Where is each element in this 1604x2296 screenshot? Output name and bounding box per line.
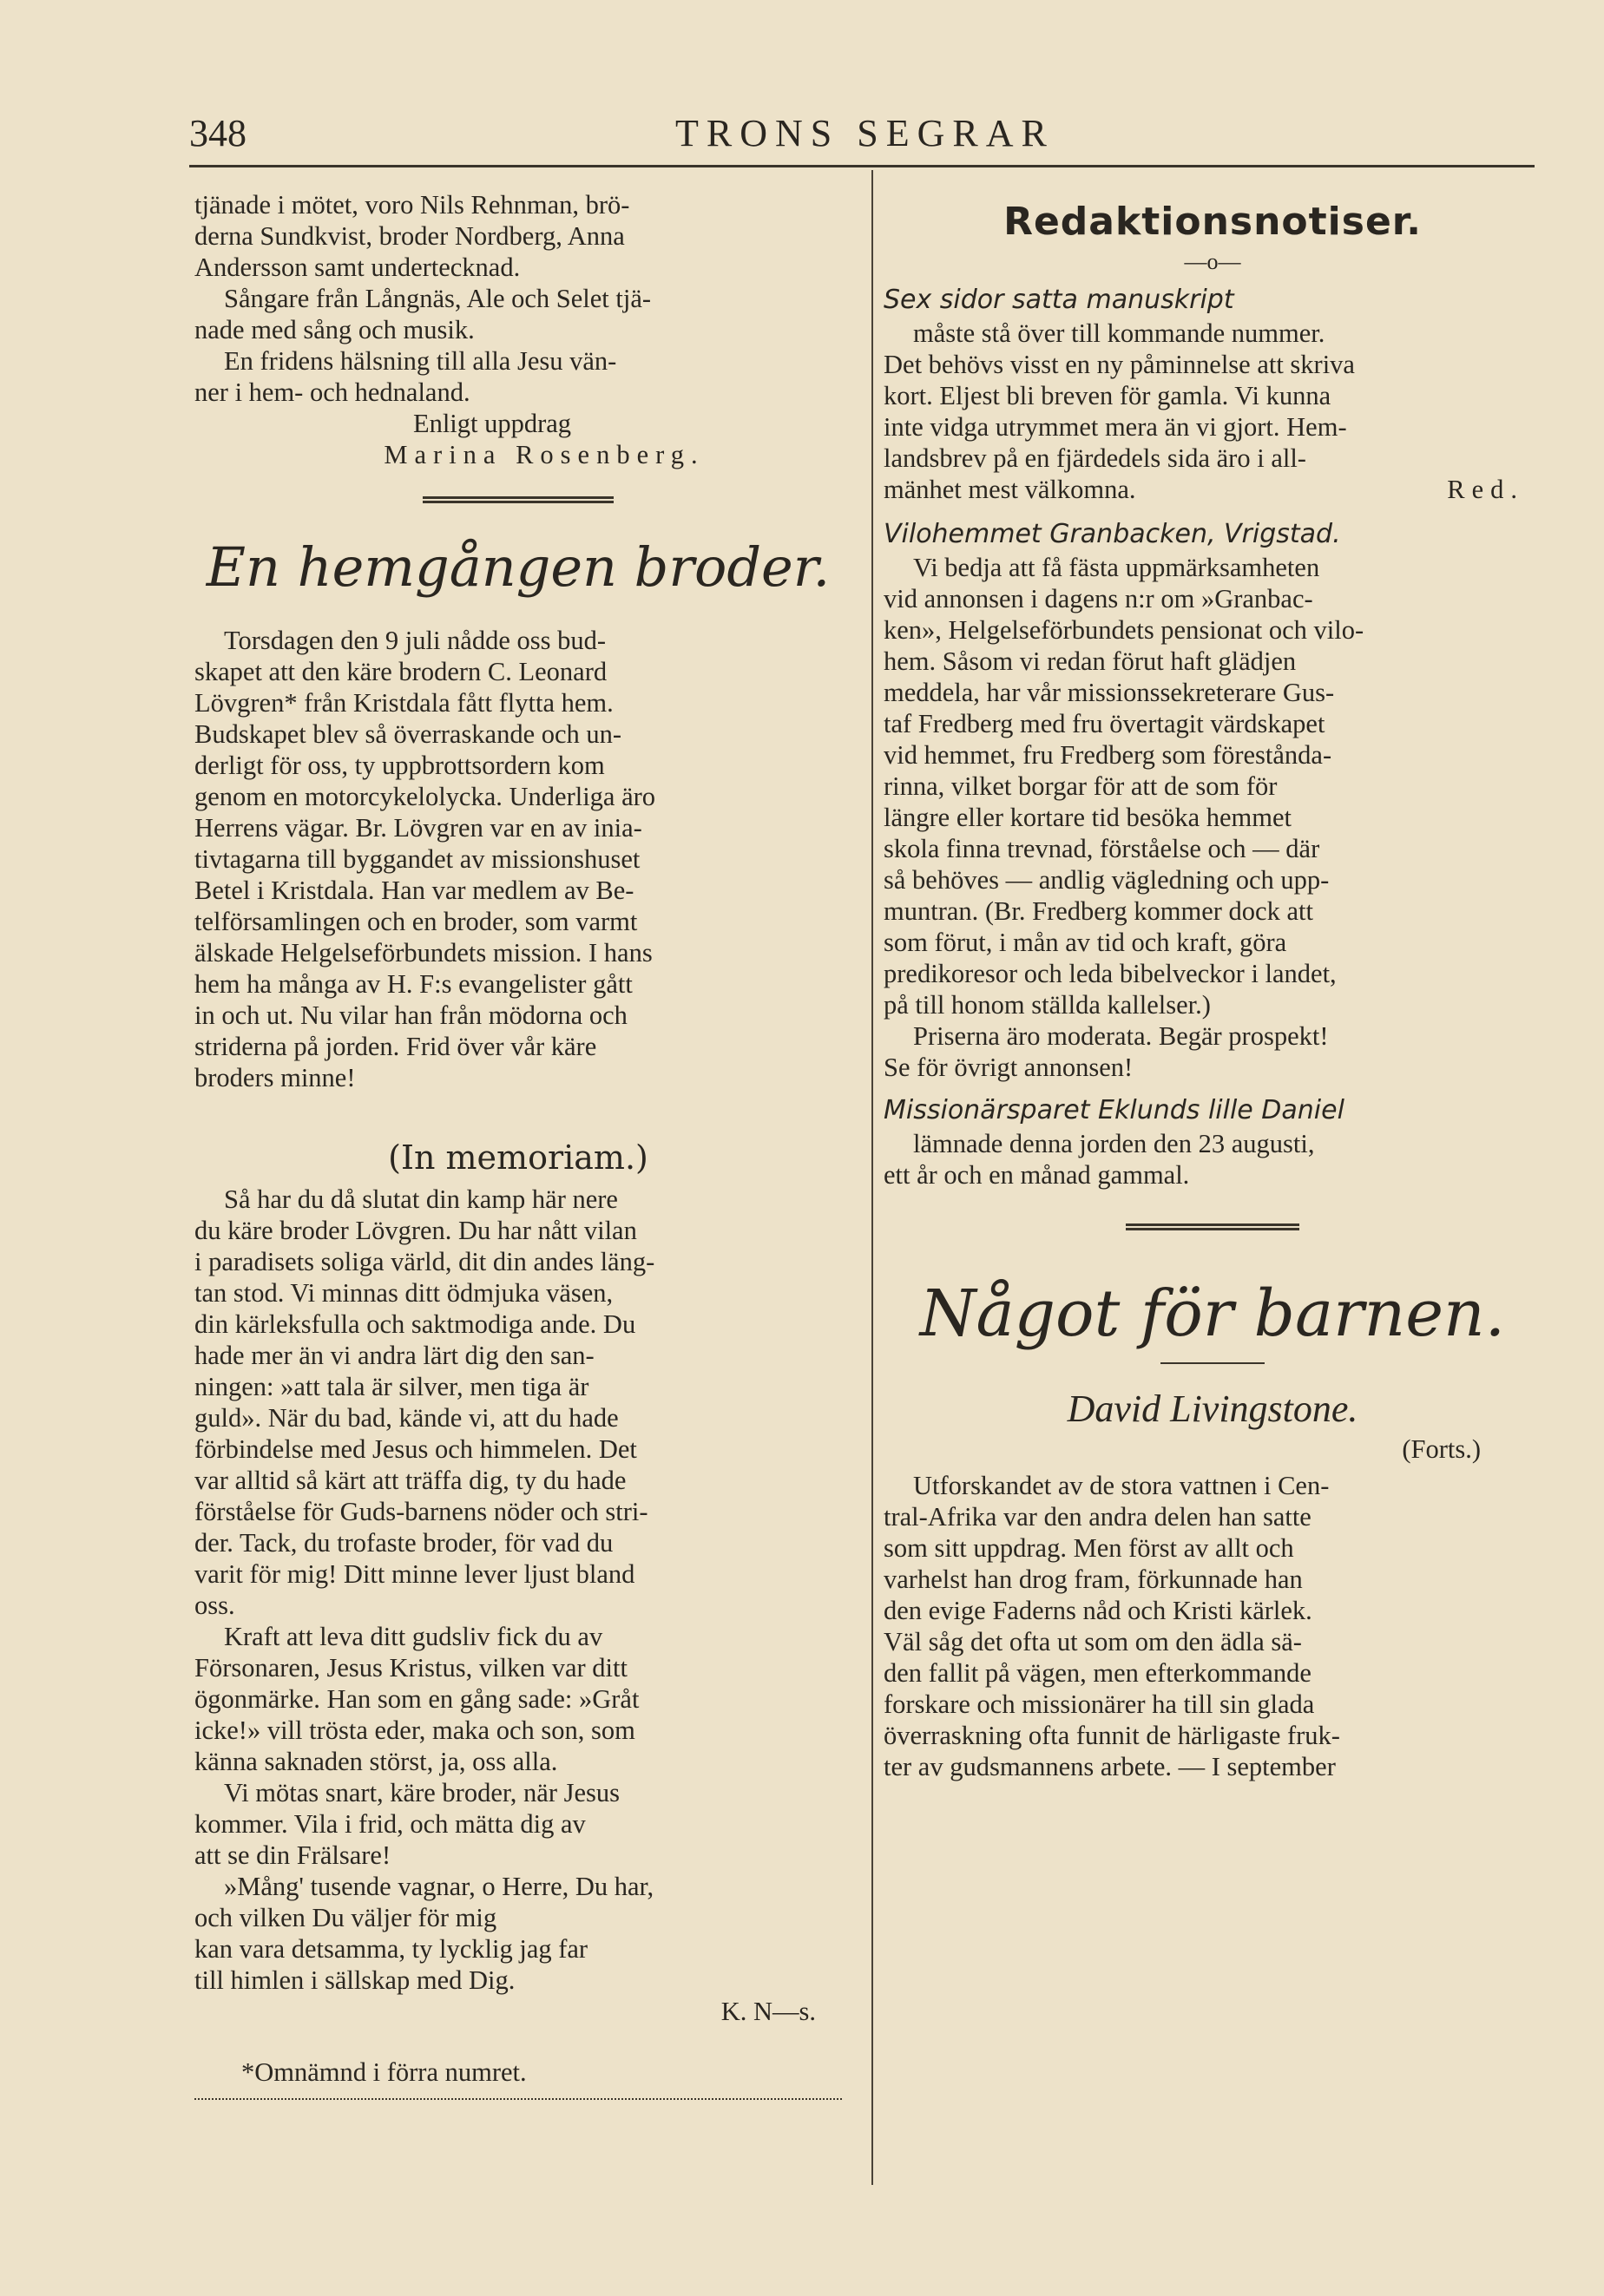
memoriam-line: Vi mötas snart, käre broder, när Jesus: [224, 1778, 621, 1807]
poem-line: kan vara detsamma, ty lycklig jag far: [194, 1934, 588, 1964]
section-title-redaktionsnotiser: Redaktionsnotiser.: [1003, 200, 1422, 244]
editor-signature: Red.: [1447, 475, 1524, 504]
article-line: Torsdagen den 9 juli nådde oss bud-: [224, 626, 607, 655]
memoriam-signature: K. N—s.: [720, 1997, 816, 2026]
notice-heading: Sex sidor satta manuskript: [884, 285, 1234, 315]
notice-line: längre eller kortare tid besöka hemmet: [884, 803, 1292, 832]
column-divider: [871, 170, 873, 2185]
story-title: David Livingstone.: [1067, 1387, 1358, 1430]
notice-line: ken», Helgelseförbundets pensionat och vilo-: [884, 615, 1364, 645]
article-line: hem ha många av H. F:s evangelister gått: [194, 969, 633, 999]
notice-line: Se för övrigt annonsen!: [884, 1053, 1134, 1082]
article-line: striderna på jorden. Frid över vår käre: [194, 1032, 597, 1061]
notice-last-line: [884, 474, 1542, 505]
notice-line: så behöves — andlig vägledning och upp-: [884, 865, 1330, 895]
memoriam-line: förståelse för Guds-barnens nöder och stri-: [194, 1497, 648, 1526]
commission-line: Enligt uppdrag: [412, 409, 572, 438]
memoriam-line: tan stod. Vi minnas ditt ödmjuka väsen,: [194, 1278, 614, 1308]
memoriam-line: Så har du då slutat din kamp här nere: [224, 1184, 618, 1214]
story-line: överraskning ofta funnit de härligaste fruk-: [884, 1721, 1340, 1750]
article-line: Budskapet blev så överraskande och un-: [194, 719, 622, 749]
story-line: den fallit på vägen, men efterkommande: [884, 1658, 1311, 1688]
notice-line: lämnade denna jorden den 23 augusti,: [913, 1129, 1315, 1158]
left-column: [194, 189, 842, 2100]
intro-line: derna Sundkvist, broder Nordberg, Anna: [194, 221, 625, 251]
memoriam-line: icke!» vill trösta eder, maka och son, som: [194, 1715, 635, 1745]
memoriam-line: att se din Frälsare!: [194, 1840, 391, 1870]
memoriam-line: ögonmärke. Han som en gång sade: »Gråt: [194, 1684, 640, 1714]
signature-rosenberg: Marina Rosenberg.: [384, 440, 705, 469]
notice-line: landsbrev på en fjärdedels sida äro i all-: [884, 443, 1306, 473]
article-line: Betel i Kristdala. Han var medlem av Be-: [194, 876, 634, 905]
intro-line: Andersson samt undertecknad.: [194, 253, 521, 282]
ornament: —o—: [1184, 249, 1241, 274]
notice-heading: Missionärsparet Eklunds lille Daniel: [884, 1095, 1344, 1125]
memoriam-line: förbindelse med Jesus och himmelen. Det: [194, 1434, 637, 1464]
memoriam-line: i paradisets soliga värld, dit din andes läng-: [194, 1247, 655, 1276]
story-line: varhelst han drog fram, förkunnade han: [884, 1565, 1303, 1594]
running-title: TRONS SEGRAR: [675, 112, 1055, 154]
memoriam-line: varit för mig! Ditt minne lever ljust bland: [194, 1559, 635, 1589]
notice-line: taf Fredberg med fru övertagit värdskapet: [884, 709, 1325, 738]
notice-line: kort. Eljest bli breven för gamla. Vi kunna: [884, 381, 1331, 410]
notice-line: som förut, i mån av tid och kraft, göra: [884, 928, 1287, 957]
notice-line: vid hemmet, fru Fredberg som förestånda-: [884, 740, 1332, 770]
footnote: *Omnämnd i förra numret.: [241, 2057, 527, 2087]
footnote-rule: [194, 2098, 842, 2100]
article-line: Lövgren* från Kristdala fått flytta hem.: [194, 688, 614, 718]
memoriam-title: (In memoriam.): [388, 1138, 648, 1177]
story-continued: (Forts.): [1402, 1434, 1481, 1464]
memoriam-line: Försonaren, Jesus Kristus, vilken var ditt: [194, 1653, 628, 1683]
notice-line: rinna, vilket borgar för att de som för: [884, 771, 1278, 801]
memoriam-line: var alltid så kärt att träffa dig, ty du hade: [194, 1466, 627, 1495]
notice-line: mänhet mest välkomna.: [884, 475, 1136, 504]
story-line: tral-Afrika var den andra delen han satte: [884, 1502, 1311, 1532]
intro-line: nade med sång och musik.: [194, 315, 475, 344]
article-line: in och ut. Nu vilar han från mödorna och: [194, 1000, 628, 1030]
children-section-title: Något för barnen.: [919, 1276, 1506, 1351]
poem-line: till himlen i sällskap med Dig.: [194, 1965, 516, 1995]
right-column: [884, 189, 1542, 1782]
article-line: Herrens vägar. Br. Lövgren var en av inia-: [194, 813, 642, 843]
story-line: som sitt uppdrag. Men först av allt och: [884, 1533, 1294, 1563]
memoriam-line: hade mer än vi andra lärt dig den san-: [194, 1341, 595, 1370]
notice-line: Det behövs visst en ny påminnelse att skriva: [884, 350, 1355, 379]
article-line: skapet att den käre brodern C. Leonard: [194, 657, 608, 686]
page-header: [189, 111, 1526, 168]
notice-line: muntran. (Br. Fredberg kommer dock att: [884, 896, 1313, 926]
notice-line: skola finna trevnad, förståelse och — där: [884, 834, 1320, 863]
page-number: 348: [189, 112, 247, 154]
article-line: broders minne!: [194, 1063, 356, 1092]
notice-line: Vi bedja att få fästa uppmärksamheten: [913, 553, 1320, 582]
section-rule: [423, 496, 614, 503]
intro-line: Sångare från Långnäs, Ale och Selet tjä-: [224, 284, 652, 313]
memoriam-line: Kraft att leva ditt gudsliv fick du av: [224, 1622, 603, 1651]
notice-line: måste stå över till kommande nummer.: [913, 318, 1325, 348]
memoriam-line: kommer. Vila i frid, och mätta dig av: [194, 1809, 586, 1839]
article-line: derligt för oss, ty uppbrottsordern kom: [194, 751, 605, 780]
intro-line: tjänade i mötet, voro Nils Rehnman, brö-: [194, 190, 630, 220]
article-line: tivtagarna till byggandet av missionshuset: [194, 844, 641, 874]
intro-line: En fridens hälsning till alla Jesu vän-: [224, 346, 617, 376]
notice-line: på till honom ställda kallelser.): [884, 990, 1211, 1020]
notice-line: ett år och en månad gammal.: [884, 1160, 1190, 1190]
article-line: genom en motorcykelolycka. Underliga äro: [194, 782, 656, 811]
memoriam-line: der. Tack, du trofaste broder, för vad du: [194, 1528, 614, 1558]
memoriam-line: oss.: [194, 1591, 235, 1620]
story-line: Utforskandet av de stora vattnen i Cen-: [913, 1471, 1330, 1500]
story-line: den evige Faderns nåd och Kristi kärlek.: [884, 1596, 1312, 1625]
story-line: Väl såg det ofta ut som om den ädla sä-: [884, 1627, 1302, 1656]
story-line: ter av gudsmannens arbete. — I september: [884, 1752, 1336, 1781]
memoriam-line: guld». När du bad, kände vi, att du hade: [194, 1403, 619, 1433]
notice-heading: Vilohemmet Granbacken, Vrigstad.: [884, 519, 1341, 549]
notice-line: meddela, har vår missionssekreterare Gus-: [884, 678, 1335, 707]
notice-line: predikoresor och leda bibelveckor i landet,: [884, 959, 1337, 988]
poem-line: »Mång' tusende vagnar, o Herre, Du har,: [224, 1872, 654, 1901]
poem-line: och vilken Du väljer för mig: [194, 1903, 497, 1932]
article-line: telförsamlingen och en broder, som varmt: [194, 907, 638, 936]
memoriam-line: ningen: »att tala är silver, men tiga är: [194, 1372, 589, 1401]
story-line: forskare och missionärer ha till sin glada: [884, 1689, 1315, 1719]
intro-line: ner i hem- och hednaland.: [194, 377, 470, 407]
memoriam-line: du käre broder Lövgren. Du har nått vilan: [194, 1216, 637, 1245]
notice-line: vid annonsen i dagens n:r om »Granbac-: [884, 584, 1313, 613]
memoriam-line: din kärleksfulla och saktmodiga ande. Du: [194, 1309, 636, 1339]
memoriam-line: känna saknaden störst, ja, oss alla.: [194, 1747, 558, 1776]
notice-line: Priserna äro moderata. Begär prospekt!: [913, 1021, 1329, 1051]
section-rule: [1126, 1223, 1299, 1230]
article-line: älskade Helgelseförbundets mission. I hans: [194, 938, 653, 968]
notice-line: hem. Såsom vi redan förut haft glädjen: [884, 646, 1297, 676]
article-title: En hemgången broder.: [206, 535, 831, 599]
header-rule: [189, 165, 1535, 167]
notice-line: inte vidga utrymmet mera än vi gjort. Hem-: [884, 412, 1347, 442]
